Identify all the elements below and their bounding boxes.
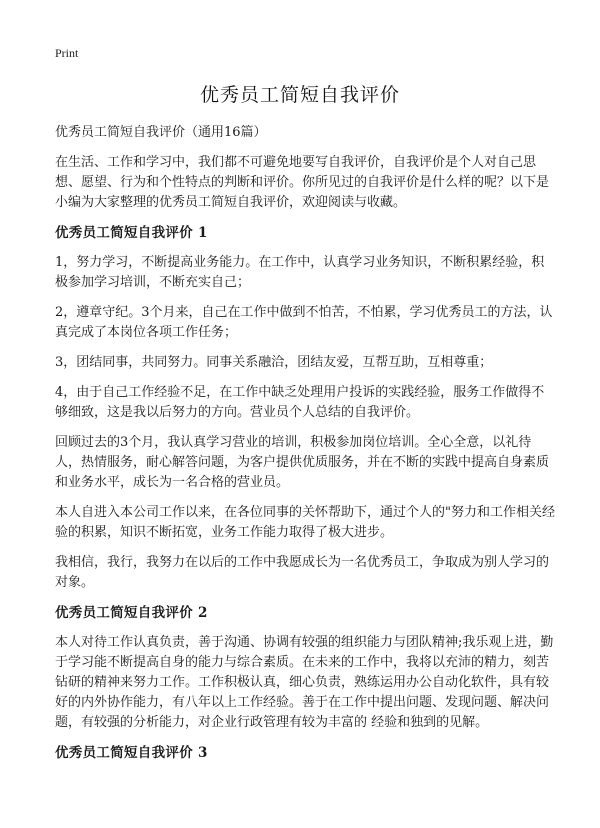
section-paragraph: 本人对待工作认真负责，善于沟通、协调有较强的组织能力与团队精神;我乐观上进，勤于学习能不断提高自身的能力与综合素质。在未来的工作中，我将以充沛的精力，刻苦钻研的精神来努力工作。工作积极认真，细心负责，熟练运用办公自动化软件，具有较好的内外协作能力，有八年以上工作经验。善于在工作中提出问题、发现问题、解决问题，有较强的分析能力，对企业行政管理有较为丰富的 经验和独到的见解。	[55, 635, 554, 730]
intro-paragraph: 在生活、工作和学习中，我们都不可避免地要写自我评价，自我评价是个人对自己思想、愿望、行为和个性特点的判断和评价。你所见过的自我评价是什么样的呢？以下是小编为大家整理的优秀员工简短自我评价，欢迎阅读与收藏。	[55, 155, 550, 210]
section-heading: 优秀员工简短自我评价 3	[55, 745, 208, 761]
section-heading: 优秀员工简短自我评价 1	[55, 225, 208, 241]
print-link[interactable]: Print	[55, 46, 79, 60]
section-paragraph: 3，团结同事，共同努力。同事关系融洽，团结友爱，互帮互助，互相尊重；	[55, 355, 493, 370]
section-paragraph: 回顾过去的3个月，我认真学习营业的培训，积极参加岗位培训。全心全意，以礼待人，热情服务，耐心解答问题，为客户提供优质服务，并在不断的实践中提高自身素质和业务水平，成长为一名合格的营业员。	[55, 435, 550, 490]
section-paragraph: 4，由于自己工作经验不足，在工作中缺乏处理用户投诉的实践经验，服务工作做得不够细致，这是我以后努力的方向。营业员个人总结的自我评价。	[55, 385, 545, 420]
section-paragraph: 我相信，我行，我努力在以后的工作中我愿成长为一名优秀员工，争取成为别人学习的对象。	[55, 555, 550, 590]
section-paragraph: 2，遵章守纪。3个月来，自己在工作中做到不怕苦，不怕累，学习优秀员工的方法，认真完成了本岗位各项工作任务；	[55, 305, 553, 340]
section-heading: 优秀员工简短自我评价 2	[55, 605, 208, 621]
document-body	[55, 123, 555, 773]
section-paragraph: 本人自进入本公司工作以来，在各位同事的关怀帮助下，通过个人的"努力和工作相关经验的积累，知识不断拓宽，业务工作能力取得了极大进步。	[55, 505, 555, 540]
page-title: 优秀员工简短自我评价	[199, 84, 400, 106]
section-paragraph: 1，努力学习，不断提高业务能力。在工作中，认真学习业务知识，不断积累经验，积极参加学习培训，不断充实自己；	[55, 255, 545, 290]
document-subtitle: 优秀员工简短自我评价（通用16篇）	[55, 125, 267, 140]
